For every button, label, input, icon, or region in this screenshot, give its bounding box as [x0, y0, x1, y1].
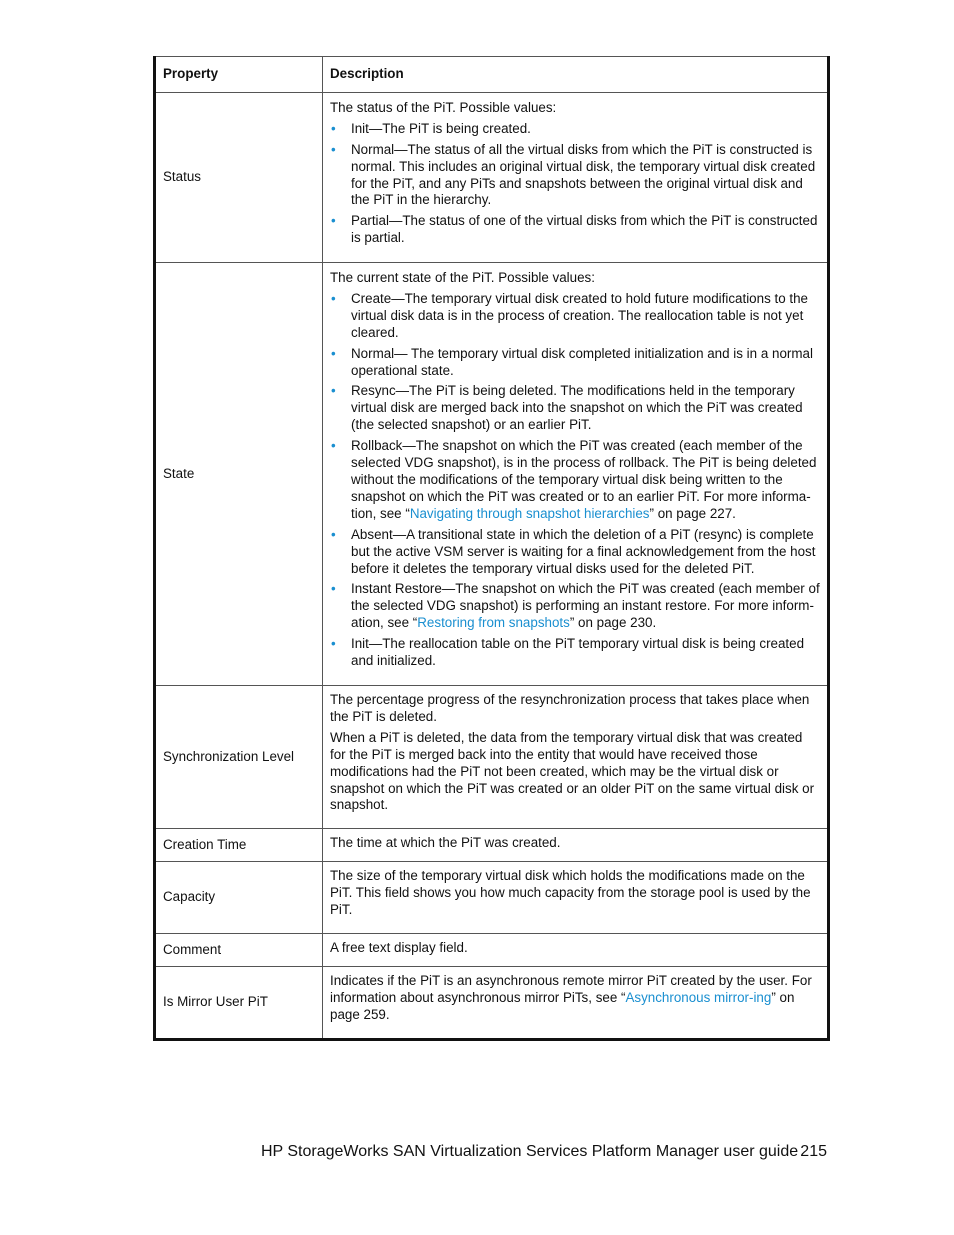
bullet-icon: • — [331, 526, 336, 542]
row-description — [323, 93, 829, 263]
row-description — [323, 686, 829, 829]
footer-title: HP StorageWorks SAN Virtualization Services Platform Manager user guide — [261, 1143, 799, 1160]
row-description — [323, 829, 829, 862]
bullet-icon: • — [331, 581, 336, 597]
page-footer — [261, 1143, 827, 1161]
description-paragraph: The time at which the PiT was created. — [330, 835, 561, 851]
bullet-icon: • — [331, 120, 336, 136]
link-navigating-snapshot-hierarchies[interactable]: Navigating through snapshot hierarchies — [409, 505, 650, 521]
table-row — [155, 686, 829, 829]
list-item — [330, 291, 821, 342]
row-property: Comment — [155, 934, 323, 967]
list-item-text: ” on page 227. — [649, 505, 736, 521]
bullet-icon: • — [331, 213, 336, 229]
row-description — [323, 862, 829, 934]
list-item-text: Init—The PiT is being created. — [351, 120, 531, 136]
table-row — [155, 967, 829, 1040]
header-description: Description — [323, 57, 829, 93]
list-item-text: Resync—The PiT is being deleted. The modifications held in the temporary virtual disk are merged back into the snapshot on which the PiT was created (the selected snapshot) or an earlier PiT. — [351, 383, 803, 433]
row-description — [323, 263, 829, 686]
property-table-container — [153, 56, 827, 1041]
description-paragraph: A free text display field. — [330, 940, 468, 956]
bullet-icon: • — [331, 636, 336, 652]
row-description — [323, 934, 829, 967]
row-property: Synchronization Level — [155, 686, 323, 829]
table-row — [155, 862, 829, 934]
row-property: Creation Time — [155, 829, 323, 862]
bullet-icon: • — [331, 345, 336, 361]
list-item-text: Init—The reallocation table on the PiT temporary virtual disk is being created and initialized. — [351, 636, 805, 669]
description-text: ” on page 259. — [330, 989, 795, 1022]
description-paragraph — [330, 973, 821, 1024]
row-description — [323, 967, 829, 1040]
list-item-text: Absent—A transitional state in which the deletion of a PiT (resync) is complete but the active VSM server is waiting for a final acknowledgement from the host before it deletes the temporary virtual disks used for the deleted PiT. — [351, 526, 816, 576]
page-number: 215 — [800, 1143, 827, 1160]
table-row — [155, 934, 829, 967]
description-paragraph: The percentage progress of the resynchronization process that takes place when the PiT is deleted. — [330, 692, 810, 724]
list-item — [330, 636, 821, 670]
list-item-text: Normal—The status of all the virtual disks from which the PiT is constructed is normal. This includes an original virtual disk, the temporary virtual disk created for the PiT, and any PiTs and snapshots between the original virtual disk and the PiT in the hierarchy. — [351, 141, 816, 208]
description-paragraph: When a PiT is deleted, the data from the temporary virtual disk that was created for the PiT is merged back into the entity that would have received those modifications had the PiT not been created, which may be the virtual disk or snapshot on which the PiT was created or an older PiT on the same virtual disk or snapshot. — [330, 729, 815, 813]
table-row — [155, 829, 829, 862]
list-item-text: Partial—The status of one of the virtual disks from which the PiT is constructed is partial. — [351, 213, 818, 246]
header-property: Property — [155, 57, 323, 93]
description-text: Indicates if the PiT is an asynchronous remote mirror PiT created by the user. For information about asynchronous mirror PiTs, see “ — [330, 973, 812, 1005]
list-item — [330, 383, 821, 434]
list-item — [330, 527, 821, 578]
bullet-icon: • — [331, 141, 336, 157]
bullet-icon: • — [331, 438, 336, 454]
link-restoring-from-snapshots[interactable]: Restoring from snapshots — [417, 615, 570, 631]
list-item — [330, 346, 821, 380]
list-item — [330, 581, 821, 632]
bullet-icon: • — [331, 383, 336, 399]
list-item-text: Instant Restore—The snapshot on which the PiT was created (each member of the selected VDG snapshot) is performing an instant restore. For more inform-ation, see “ — [351, 581, 820, 631]
value-list — [330, 121, 821, 247]
row-property: Is Mirror User PiT — [155, 967, 323, 1040]
list-item-text: Normal— The temporary virtual disk completed initialization and is in a normal operational state. — [351, 345, 813, 378]
table-row — [155, 263, 829, 686]
value-list — [330, 291, 821, 670]
list-item-text: ” on page 230. — [569, 615, 657, 631]
list-item — [330, 121, 821, 138]
table-row — [155, 93, 829, 263]
table-header-row — [155, 57, 829, 93]
row-property: Capacity — [155, 862, 323, 934]
description-intro: The status of the PiT. Possible values: — [330, 99, 557, 115]
list-item — [330, 213, 821, 247]
row-property: State — [155, 263, 323, 686]
description-intro: The current state of the PiT. Possible values: — [330, 270, 595, 286]
row-property: Status — [155, 93, 323, 263]
bullet-icon: • — [331, 290, 336, 306]
list-item — [330, 142, 821, 210]
link-asynchronous-mirroring[interactable]: Asynchronous mirror-ing — [625, 989, 772, 1005]
description-paragraph: The size of the temporary virtual disk which holds the modifications made on the PiT. This field shows you how much capacity from the storage pool is used by the PiT. — [330, 868, 811, 918]
list-item-text: Create—The temporary virtual disk created to hold future modifications to the virtual disk data is in the process of creation. The reallocation table is not yet cleared. — [351, 290, 808, 340]
list-item-text: Rollback—The snapshot on which the PiT was created (each member of the selected VDG snapshot), is in the process of rollback. The PiT is being deleted without the modifications of the temporary virtual disk being written to the snapshot on which the PiT was created or to an earlier PiT. For more informa-tion, see “ — [351, 438, 817, 521]
list-item — [330, 438, 821, 523]
property-table — [153, 56, 830, 1041]
